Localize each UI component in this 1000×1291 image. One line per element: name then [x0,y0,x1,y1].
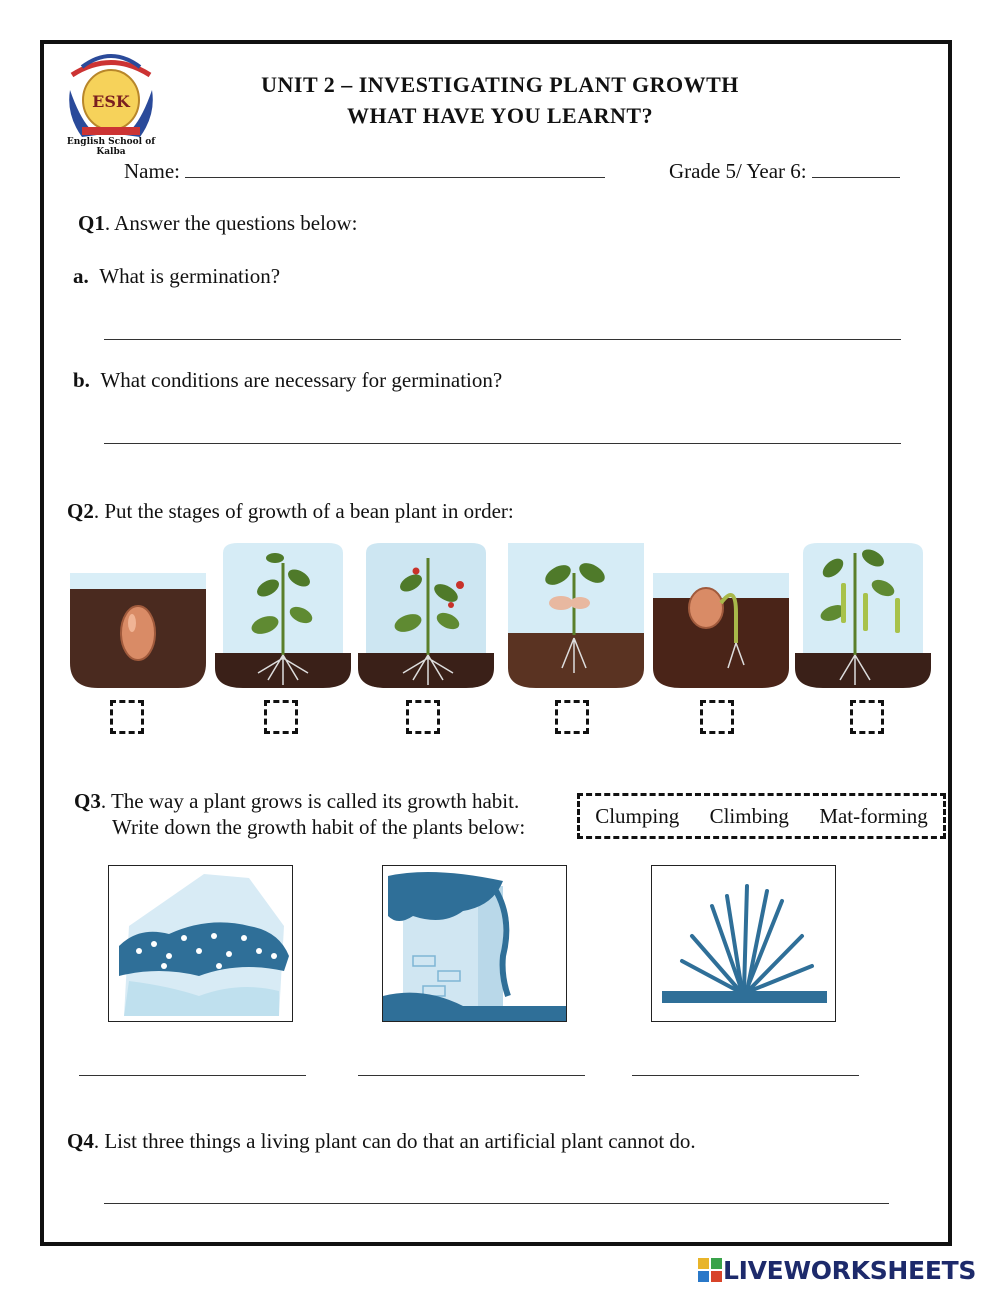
q3-line2: Write down the growth habit of the plants below: [112,815,526,839]
bean-seed-image [68,543,208,693]
q1-number: Q1 [78,211,105,235]
climbing-picture [382,865,567,1022]
young-plant-image [213,543,353,693]
order-box-6[interactable] [850,700,884,734]
school-name-text: English School of Kalba [66,137,156,157]
word-bank-item: Mat-forming [819,803,928,828]
name-label: Name: [124,159,180,183]
q3-line1: . The way a plant grows is called its growth habit. [100,789,520,813]
habit-answer-3[interactable] [632,1075,859,1076]
order-box-3[interactable] [406,700,440,734]
order-box-2[interactable] [264,700,298,734]
order-box-1[interactable] [110,700,144,734]
q1a-text: What is germination? [99,264,281,288]
q1a-answer-line[interactable] [104,339,901,340]
q1a [73,264,280,289]
name-field [124,159,605,184]
q1b-answer-line[interactable] [104,443,901,444]
q3-heading [74,789,519,814]
q4-heading [67,1129,696,1154]
q1a-label: a. [73,264,89,288]
q4-answer-line[interactable] [104,1203,889,1204]
name-input[interactable] [185,177,605,178]
q1b-label: b. [73,368,90,392]
order-box-4[interactable] [555,700,589,734]
seedling-image [506,543,646,693]
q4-number: Q4 [67,1129,94,1153]
q3-number: Q3 [74,789,101,813]
germinating-seed-image [651,543,791,693]
habit-answer-1[interactable] [79,1075,306,1076]
clumping-picture [651,865,836,1022]
habit-answer-2[interactable] [358,1075,585,1076]
grade-field [669,159,900,184]
q4-prompt: . List three things a living plant can do that an artificial plant cannot do. [93,1129,696,1153]
grade-input[interactable] [812,177,900,178]
word-bank-item: Clumping [595,803,680,828]
q1-heading [78,211,357,236]
q2-prompt: . Put the stages of growth of a bean plant in order: [93,499,514,523]
page-subtitle: WHAT HAVE YOU LEARNT? [346,103,654,128]
grade-label: Grade 5/ Year 6: [669,159,807,183]
flowering-plant-image [356,543,496,693]
mat-forming-picture [108,865,293,1022]
liveworksheets-brand[interactable] [697,1255,976,1285]
order-box-5[interactable] [700,700,734,734]
logo-initials: ESK [92,92,130,111]
q2-heading [67,499,514,524]
school-name [52,137,170,157]
q1b [73,368,502,393]
brand-name: LIVEWORKSHEETS [723,1255,977,1285]
word-bank [577,793,946,839]
q1-prompt: . Answer the questions below: [104,211,358,235]
q2-number: Q2 [67,499,94,523]
word-bank-item: Climbing [709,803,789,828]
q1b-text: What conditions are necessary for germination? [100,368,503,392]
liveworksheets-logo-icon [697,1257,723,1283]
plant-with-pods-image [793,543,933,693]
page-title: UNIT 2 – INVESTIGATING PLANT GROWTH [261,72,739,97]
